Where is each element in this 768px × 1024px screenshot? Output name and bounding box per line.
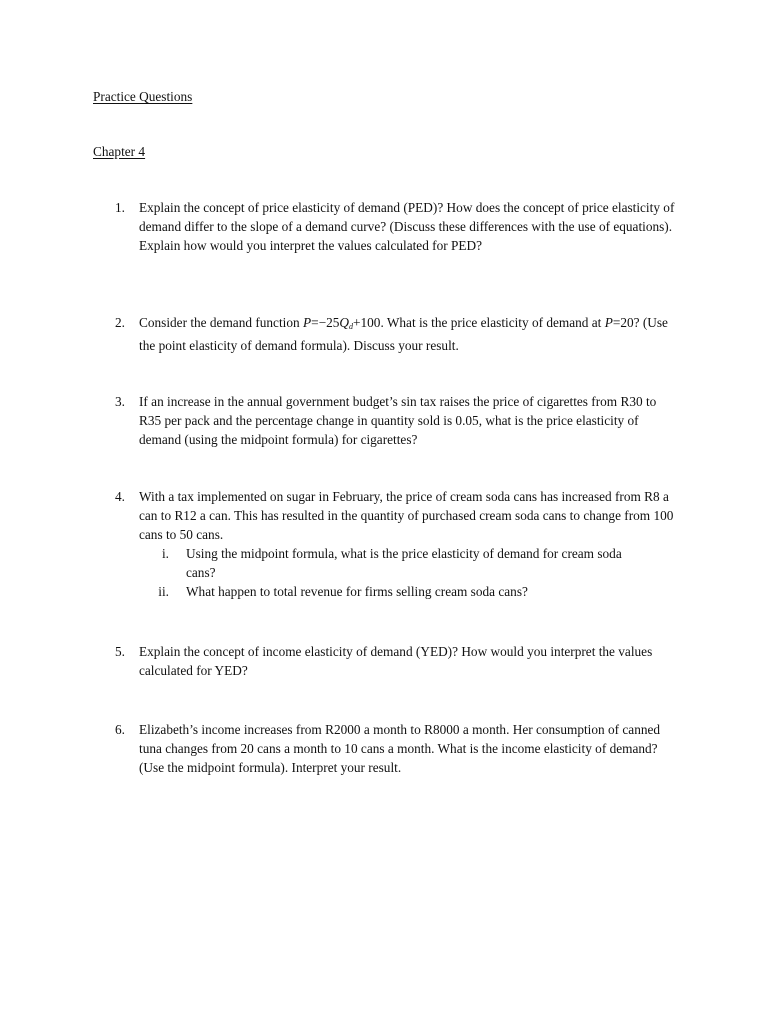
question-text-after: ? (Use the point elasticity of demand formula). Discuss your result. bbox=[139, 315, 668, 353]
point-var: P bbox=[604, 315, 613, 330]
point-value: =20 bbox=[612, 315, 634, 330]
question-1 bbox=[93, 198, 673, 255]
subquestion-text: Using the midpoint formula, what is the price elasticity of demand for cream soda cans? bbox=[186, 546, 622, 580]
question-number: 5. bbox=[115, 644, 125, 659]
subquestion-ii bbox=[139, 582, 633, 601]
question-text-mid: . What is the price elasticity of demand at bbox=[380, 315, 605, 330]
subquestion-numeral: i. bbox=[161, 546, 169, 561]
equation-eq: =−25 bbox=[311, 315, 340, 330]
question-text: Explain the concept of price elasticity of demand (PED)? How does the concept of price elasticity of demand differ to the slope of a demand curve? (Discuss these differences with the use of equations). Explain how would you interpret the values calculated for PED? bbox=[139, 200, 675, 253]
question-text-before: Consider the demand function bbox=[139, 315, 303, 330]
subquestion-i bbox=[139, 544, 633, 582]
subquestion-numeral: ii. bbox=[158, 584, 169, 599]
question-6 bbox=[93, 720, 673, 777]
equation-subscript: d bbox=[349, 322, 353, 331]
question-5 bbox=[93, 642, 673, 680]
question-4 bbox=[93, 487, 673, 601]
question-number: 1. bbox=[115, 200, 125, 215]
demand-function-equation bbox=[303, 315, 380, 330]
equation-lhs: P bbox=[302, 315, 312, 330]
question-text: With a tax implemented on sugar in February, the price of cream soda cans has increased from R8 a can to R12 a can. This has resulted in the quantity of purchased cream soda cans to change from 100 cans to 50 cans. bbox=[139, 489, 674, 542]
question-2 bbox=[93, 313, 673, 355]
question-number: 4. bbox=[115, 489, 125, 504]
question-text: Elizabeth’s income increases from R2000 a month to R8000 a month. Her consumption of canned tuna changes from 20 cans a month to 10 cans a month. What is the income elasticity of demand? (Use the midpoint formula). Interpret your result. bbox=[139, 722, 661, 775]
page-title: Practice Questions bbox=[93, 89, 193, 104]
question-number: 3. bbox=[115, 394, 125, 409]
question-3 bbox=[93, 392, 673, 449]
question-number: 2. bbox=[115, 315, 125, 330]
question-text: Explain the concept of income elasticity of demand (YED)? How would you interpret the values calculated for YED? bbox=[139, 644, 653, 678]
question-number: 6. bbox=[115, 722, 125, 737]
question-text: If an increase in the annual government budget’s sin tax raises the price of cigarettes from R30 to R35 per pack and the percentage change in quantity sold is 0.05, what is the price elasticity of demand (using the midpoint formula) for cigarettes? bbox=[139, 394, 657, 447]
equation-var: Q bbox=[339, 315, 349, 330]
subquestion-text: What happen to total revenue for firms selling cream soda cans? bbox=[186, 584, 528, 599]
chapter-heading: Chapter 4 bbox=[93, 144, 146, 159]
equation-rest: +100 bbox=[353, 315, 381, 330]
question-text bbox=[139, 313, 679, 355]
